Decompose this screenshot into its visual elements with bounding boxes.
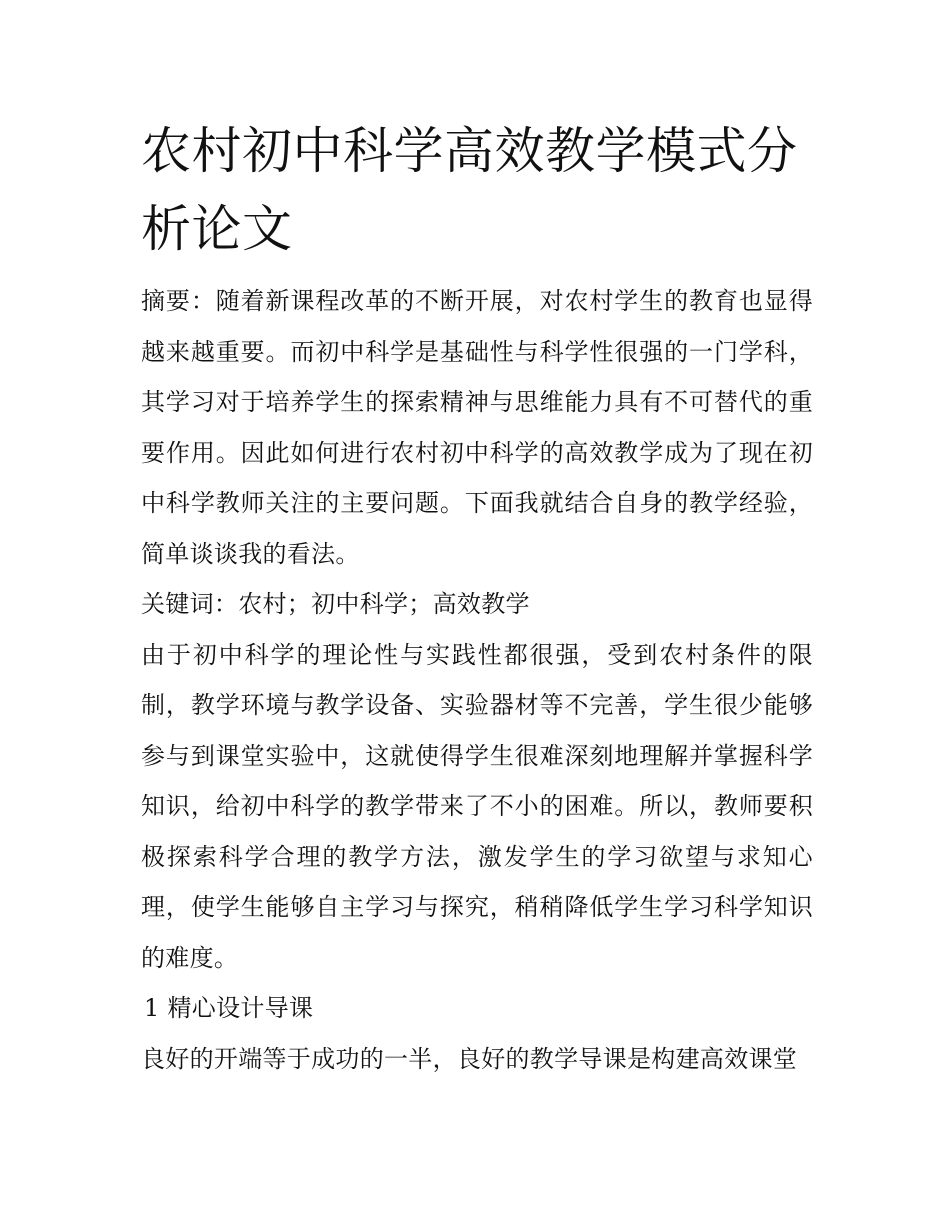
abstract-paragraph: 摘要：随着新课程改革的不断开展，对农村学生的教育也显得越来越重要。而初中科学是基础性与科学性很强的一门学科，其学习对于培养学生的探索精神与思维能力具有不可替代的重要作用。因此如何进行农村初中科学的高效教学成为了现在初中科学教师关注的主要问题。下面我就结合自身的教学经验，简单谈谈我的看法。 [141, 287, 813, 568]
section-heading: 1 精心设计导课 [144, 994, 314, 1022]
section-paragraph: 良好的开端等于成功的一半，良好的教学导课是构建高效课堂 [141, 1044, 798, 1073]
document-title: 农村初中科学高效教学模式分析论文 [141, 122, 798, 258]
document-body [141, 276, 813, 1084]
intro-paragraph: 由于初中科学的理论性与实践性都很强，受到农村条件的限制，教学环境与教学设备、实验器材等不完善，学生很少能够参与到课堂实验中，这就使得学生很难深刻地理解并掌握科学知识，给初中科学的教学带来了不小的困难。所以，教师要积极探索科学合理的教学方法，激发学生的学习欲望与求知心理，使学生能够自主学习与探究，稍稍降低学生学习科学知识的难度。 [141, 640, 813, 972]
keywords-line: 关键词：农村；初中科学；高效教学 [141, 590, 530, 618]
